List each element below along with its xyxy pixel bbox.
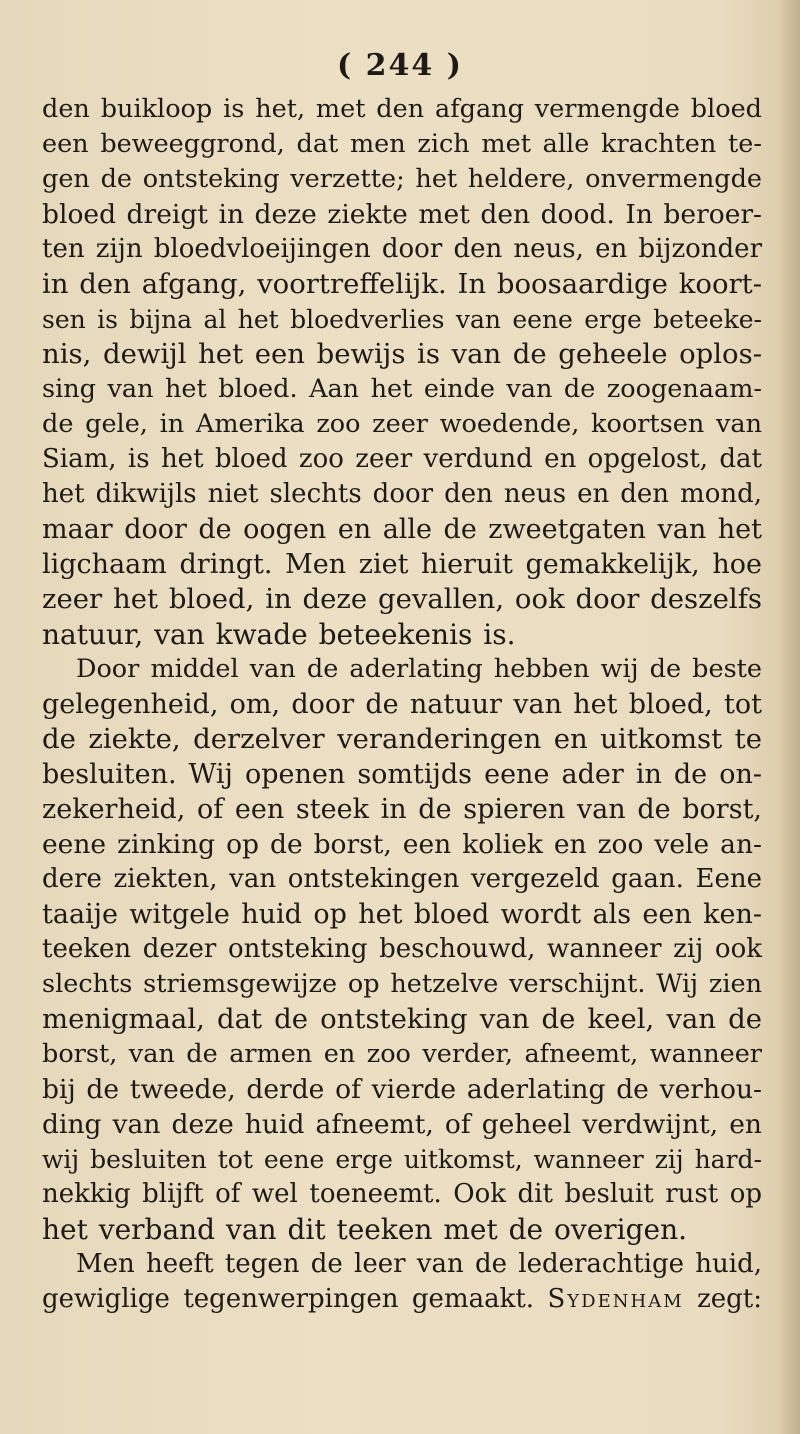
text-line: natuur, van kwade beteekenis is.: [42, 618, 516, 651]
text-line: de gele, in Amerika zoo zeer woedende, koortsen van: [42, 409, 762, 439]
text-line: nis, dewijl het een bewijs is van de geheele oplos-: [42, 338, 762, 370]
text-line: de ziekte, derzelver veranderingen en uitkomst te: [42, 723, 762, 755]
text-line: zeer het bloed, in deze gevallen, ook door deszelfs: [42, 583, 762, 615]
text-line: zekerheid, of een steek in de spieren van de borst,: [42, 794, 762, 825]
page-edge-shadow: [778, 0, 800, 1434]
text-line: teeken dezer ontsteking beschouwd, wanneer zij ook: [42, 934, 762, 964]
text-line: maar door de oogen en alle de zweetgaten van het: [42, 514, 762, 545]
text-line: Siam, is het bloed zoo zeer verdund en opgelost, dat: [42, 444, 762, 474]
text-line: het verband van dit teeken met de overigen.: [42, 1213, 688, 1246]
text-line: borst, van de armen en zoo verder, afneemt, wanneer: [42, 1039, 762, 1069]
text-line: taaije witgele huid op het bloed wordt als een ken-: [42, 899, 762, 930]
text-line: eene zinking op de borst, een koliek en zoo vele an-: [42, 829, 762, 860]
text-line: ding van deze huid afneemt, of geheel verdwijnt, en: [42, 1109, 762, 1140]
page-number: ( 244 ): [337, 48, 463, 83]
author-name: Sydenham: [547, 1284, 684, 1314]
text-line: ten zijn bloedvloeijingen door den neus, en bijzonder: [42, 234, 762, 264]
final-line-start: gewiglige tegenwerpingen gemaakt.: [42, 1284, 535, 1314]
text-line: bloed dreigt in deze ziekte met den dood. In beroer-: [42, 199, 762, 230]
text-line-final: [42, 1282, 762, 1317]
text-line: sing van het bloed. Aan het einde van de zoogenaam-: [42, 374, 762, 404]
text-line: gen de ontsteking verzette; het heldere, onvermengde: [42, 164, 762, 194]
body-text: [42, 92, 762, 1317]
text-line: dere ziekten, van ontstekingen vergezeld gaan. Eene: [42, 864, 762, 894]
text-line: gelegenheid, om, door de natuur van het bloed, tot: [42, 689, 762, 720]
text-line: wij besluiten tot eene erge uitkomst, wanneer zij hard-: [42, 1145, 762, 1174]
text-line: Door middel van de aderlating hebben wij de beste: [76, 654, 762, 684]
text-line: bij de tweede, derde of vierde aderlating de verhou-: [42, 1074, 762, 1105]
text-line: het dikwijls niet slechts door den neus en den mond,: [42, 479, 762, 509]
text-line: nekkig blijft of wel toeneemt. Ook dit besluit rust op: [42, 1179, 762, 1209]
text-line: een beweeggrond, dat men zich met alle krachten te-: [42, 129, 762, 159]
text-line: menigmaal, dat de ontsteking van de keel, van de: [42, 1003, 762, 1035]
text-line: ligchaam dringt. Men ziet hieruit gemakkelijk, hoe: [42, 549, 762, 580]
text-line: sen is bijna al het bloedverlies van eene erge beteeke-: [42, 305, 762, 334]
text-line: besluiten. Wij openen somtijds eene ader in de on-: [42, 759, 762, 790]
text-line: in den afgang, voortreffelijk. In boosaardige koort-: [42, 268, 762, 300]
final-line-end: zegt:: [697, 1284, 762, 1314]
text-line: slechts striemsgewijze op hetzelve verschijnt. Wij zien: [42, 969, 762, 999]
text-line: Men heeft tegen de leer van de lederachtige huid,: [76, 1249, 762, 1279]
text-line: den buikloop is het, met den afgang vermengde bloed: [42, 94, 762, 124]
